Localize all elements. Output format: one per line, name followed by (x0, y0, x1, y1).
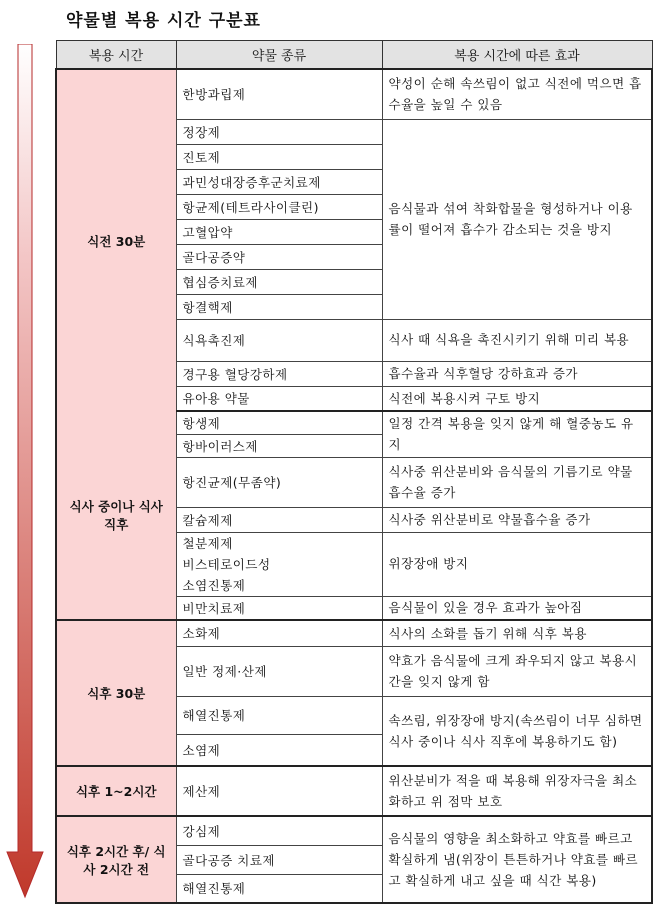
time-cell-during-meal: 식사 중이나 식사 직후 (56, 411, 176, 620)
header-time: 복용 시간 (56, 41, 176, 70)
page-title: 약물별 복용 시간 구분표 (66, 11, 261, 31)
drug-cell: 철분제제 (176, 532, 382, 553)
drug-cell: 소화제 (176, 620, 382, 646)
drug-cell: 강심제 (176, 816, 382, 845)
drug-cell: 식욕촉진제 (176, 319, 382, 361)
drug-cell: 골다공증약 (176, 244, 382, 269)
effect-cell: 식사의 소화를 돕기 위해 식후 복용 (382, 620, 652, 646)
drug-cell: 고혈압약 (176, 219, 382, 244)
drug-cell: 항생제 (176, 411, 382, 434)
effect-cell: 음식물과 섞여 착화합물을 형성하거나 이용률이 떨어져 흡수가 감소되는 것을 방지 (382, 119, 652, 319)
drug-cell: 비만치료제 (176, 596, 382, 620)
header-drug: 약물 종류 (176, 41, 382, 70)
drug-cell: 항균제(테트라사이클린) (176, 194, 382, 219)
drug-cell: 항결핵제 (176, 294, 382, 319)
effect-cell: 일정 간격 복용을 잊지 않게 해 혈중농도 유지 (382, 411, 652, 457)
drug-cell: 골다공증 치료제 (176, 845, 382, 874)
drug-cell: 항진균제(무좀약) (176, 457, 382, 507)
drug-cell: 진토제 (176, 144, 382, 169)
effect-cell: 흡수율과 식후혈당 강하효과 증가 (382, 361, 652, 386)
time-cell-between-meals: 식후 2시간 후/ 식사 2시간 전 (56, 816, 176, 903)
effect-cell: 약효가 음식물에 크게 좌우되지 않고 복용시간을 잊지 않게 함 (382, 646, 652, 696)
time-cell-after-meal-30: 식후 30분 (56, 620, 176, 766)
drug-cell: 비스테로이드성 (176, 553, 382, 574)
effect-cell: 약성이 순해 속쓰림이 없고 식전에 먹으면 흡수율을 높일 수 있음 (382, 69, 652, 119)
table-header-row (56, 41, 652, 70)
drug-cell: 정장제 (176, 119, 382, 144)
drug-cell: 항바이러스제 (176, 434, 382, 457)
effect-cell: 식사중 위산분비로 약물흡수율 증가 (382, 507, 652, 532)
drug-cell: 일반 정제·산제 (176, 646, 382, 696)
effect-cell: 음식물의 영향을 최소화하고 약효를 빠르고 확실하게 냄(위장이 튼튼하거나 약효를 빠르고 확실하게 내고 싶을 때 식간 복용) (382, 816, 652, 903)
drug-cell: 제산제 (176, 766, 382, 816)
downward-arrow-icon (6, 44, 44, 899)
header-effect: 복용 시간에 따른 효과 (382, 41, 652, 70)
medication-timing-table (55, 40, 653, 904)
effect-cell: 위산분비가 적을 때 복용해 위장자극을 최소화하고 위 점막 보호 (382, 766, 652, 816)
drug-cell: 과민성대장증후군치료제 (176, 169, 382, 194)
time-cell-after-meal-1-2h: 식후 1~2시간 (56, 766, 176, 816)
drug-cell: 경구용 혈당강하제 (176, 361, 382, 386)
effect-cell: 음식물이 있을 경우 효과가 높아짐 (382, 596, 652, 620)
drug-cell: 유아용 약물 (176, 386, 382, 411)
drug-cell: 해열진통제 (176, 874, 382, 903)
effect-cell: 식사 때 식욕을 촉진시키기 위해 미리 복용 (382, 319, 652, 361)
drug-cell: 소염제 (176, 734, 382, 766)
drug-cell: 협심증치료제 (176, 269, 382, 294)
effect-cell: 속쓰림, 위장장애 방지(속쓰림이 너무 심하면 식사 중이나 식사 직후에 복용하기도 함) (382, 696, 652, 766)
drug-cell: 소염진통제 (176, 574, 382, 596)
drug-cell: 칼슘제제 (176, 507, 382, 532)
time-cell-before-meal: 식전 30분 (56, 69, 176, 411)
effect-cell: 식전에 복용시켜 구토 방지 (382, 386, 652, 411)
effect-cell: 위장장애 방지 (382, 532, 652, 596)
effect-cell: 식사중 위산분비와 음식물의 기름기로 약물흡수율 증가 (382, 457, 652, 507)
drug-cell: 해열진통제 (176, 696, 382, 734)
drug-cell: 한방과립제 (176, 69, 382, 119)
